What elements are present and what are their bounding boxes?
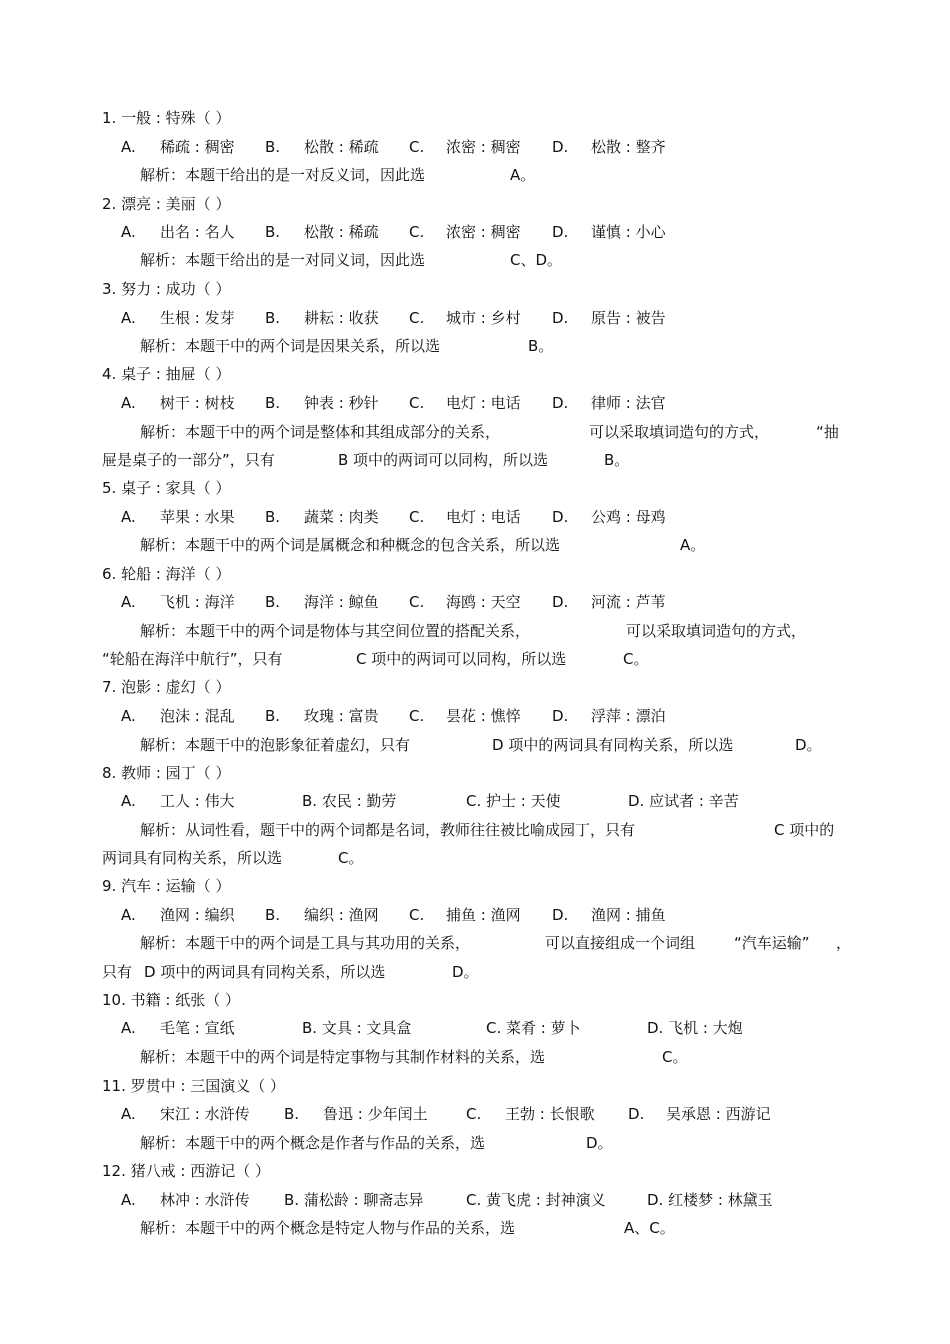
option-letter: D. — [628, 1105, 645, 1123]
option-letter: A. — [121, 394, 136, 412]
analysis-text: D 项中的两词具有同构关系，所以选 — [492, 736, 734, 754]
option-letter: C. — [409, 593, 425, 611]
option-text: 公鸡 : 母鸡 — [591, 508, 666, 526]
option-text: 王勃 : 长恨歌 — [505, 1105, 595, 1123]
analysis-text: 解析：本题干中的两个概念是作者与作品的关系，选 — [140, 1134, 486, 1152]
option-text: 电灯 : 电话 — [446, 508, 521, 526]
question-stem: 10. 书籍 : 纸张（ ） — [102, 991, 240, 1009]
option-letter: B. — [265, 508, 281, 526]
option-letter: D. — [552, 508, 569, 526]
option-text: 毛笔 : 宣纸 — [160, 1019, 235, 1037]
option-text: 出名 : 名人 — [160, 223, 235, 241]
analysis-answer: C。 — [338, 849, 364, 867]
question-stem: 5. 桌子 : 家具（ ） — [102, 479, 231, 497]
option-letter: A. — [121, 223, 136, 241]
analysis-answer: A。 — [510, 166, 536, 184]
option-letter: B. — [265, 906, 281, 924]
option-text: 电灯 : 电话 — [446, 394, 521, 412]
analysis-text: 解析：从词性看，题干中的两个词都是名词，教师往往被比喻成园丁，只有 — [140, 821, 636, 839]
option-text: D. 飞机 : 大炮 — [647, 1019, 743, 1037]
option-text: C. 护士 : 天使 — [466, 792, 561, 810]
option-text: 松散 : 稀疏 — [304, 138, 379, 156]
analysis-text: 解析：本题干给出的是一对同义词，因此选 — [140, 251, 426, 269]
option-text: 海洋 : 鲸鱼 — [304, 593, 379, 611]
option-letter: D. — [552, 394, 569, 412]
analysis-text: 解析：本题干给出的是一对反义词，因此选 — [140, 166, 426, 184]
question-stem: 1. 一般 : 特殊（ ） — [102, 109, 231, 127]
analysis-text: “轮船在海洋中航行”，只有 — [102, 650, 283, 668]
analysis-text: 解析：本题干中的两个词是特定事物与其制作材料的关系，选 — [140, 1048, 546, 1066]
analysis-text: 屉是桌子的一部分”，只有 — [102, 451, 275, 469]
option-text: 浓密 : 稠密 — [446, 138, 521, 156]
option-text: 编织 : 渔网 — [304, 906, 379, 924]
option-letter: A. — [121, 138, 136, 156]
analysis-answer: C。 — [623, 650, 649, 668]
analysis-text: “抽 — [816, 423, 839, 441]
analysis-answer: B。 — [528, 337, 554, 355]
question-stem: 7. 泡影 : 虚幻（ ） — [102, 678, 231, 696]
option-text: 玫瑰 : 富贵 — [304, 707, 379, 725]
question-stem: 6. 轮船 : 海洋（ ） — [102, 565, 231, 583]
option-text: 浓密 : 稠密 — [446, 223, 521, 241]
analysis-text: ， — [836, 934, 852, 952]
option-text: C. 菜肴 : 萝卜 — [486, 1019, 581, 1037]
option-letter: D. — [552, 593, 569, 611]
option-text: 飞机 : 海洋 — [160, 593, 235, 611]
question-stem: 2. 漂亮 : 美丽（ ） — [102, 195, 231, 213]
option-letter: C. — [409, 138, 425, 156]
option-text: 树干 : 树枝 — [160, 394, 235, 412]
option-letter: A. — [121, 508, 136, 526]
analysis-text: 可以采取填词造句的方式， — [589, 423, 770, 441]
option-text: 工人 : 伟大 — [160, 792, 235, 810]
analysis-text: 只有 — [102, 963, 133, 981]
question-stem: 8. 教师 : 园丁（ ） — [102, 764, 231, 782]
option-text: 昙花 : 憔悴 — [446, 707, 521, 725]
option-text: D. 应试者 : 辛苦 — [628, 792, 739, 810]
option-text: 松散 : 整齐 — [591, 138, 666, 156]
option-letter: A. — [121, 792, 136, 810]
option-text: 渔网 : 编织 — [160, 906, 235, 924]
option-text: 稀疏 : 稠密 — [160, 138, 235, 156]
analysis-answer: C、D。 — [510, 251, 563, 269]
question-stem: 3. 努力 : 成功（ ） — [102, 280, 231, 298]
option-letter: D. — [552, 138, 569, 156]
option-text: 律师 : 法官 — [591, 394, 666, 412]
option-letter: D. — [552, 223, 569, 241]
analysis-text: “汽车运输” — [734, 934, 810, 952]
option-text: B. 农民 : 勤劳 — [302, 792, 397, 810]
option-text: 谨慎 : 小心 — [591, 223, 666, 241]
analysis-text: 解析：本题干中的两个词是工具与其功用的关系， — [140, 934, 471, 952]
option-letter: A. — [121, 1191, 136, 1209]
analysis-text: C 项中的 — [774, 821, 835, 839]
analysis-text: 解析：本题干中的两个概念是特定人物与作品的关系，选 — [140, 1219, 516, 1237]
analysis-answer: C。 — [662, 1048, 688, 1066]
option-text: 宋江 : 水浒传 — [160, 1105, 250, 1123]
option-text: 鲁迅 : 少年闰土 — [323, 1105, 428, 1123]
option-text: 松散 : 稀疏 — [304, 223, 379, 241]
option-text: 钟表 : 秒针 — [304, 394, 379, 412]
analysis-text: 解析：本题干中的两个词是因果关系，所以选 — [140, 337, 441, 355]
option-text: B. 蒲松龄 : 聊斋志异 — [284, 1191, 424, 1209]
option-letter: D. — [552, 707, 569, 725]
option-letter: A. — [121, 309, 136, 327]
analysis-answer: D。 — [586, 1134, 613, 1152]
option-text: D. 红楼梦 : 林黛玉 — [647, 1191, 773, 1209]
option-letter: A. — [121, 1019, 136, 1037]
option-letter: A. — [121, 707, 136, 725]
option-text: 原告 : 被告 — [591, 309, 666, 327]
option-text: 泡沫 : 混乱 — [160, 707, 235, 725]
analysis-text: C 项中的两词可以同构，所以选 — [356, 650, 567, 668]
option-letter: C. — [409, 508, 425, 526]
analysis-answer: B。 — [604, 451, 630, 469]
option-letter: C. — [409, 707, 425, 725]
analysis-answer: D。 — [452, 963, 479, 981]
analysis-answer: A。 — [680, 536, 706, 554]
option-letter: D. — [552, 906, 569, 924]
option-text: 耕耘 : 收获 — [304, 309, 379, 327]
option-letter: B. — [265, 138, 281, 156]
option-letter: A. — [121, 1105, 136, 1123]
analysis-text: 可以采取填词造句的方式， — [626, 622, 807, 640]
option-letter: B. — [265, 394, 281, 412]
option-text: 浮萍 : 漂泊 — [591, 707, 666, 725]
analysis-text: 解析：本题干中的两个词是整体和其组成部分的关系， — [140, 423, 501, 441]
option-letter: D. — [552, 309, 569, 327]
analysis-text: B 项中的两词可以同构，所以选 — [338, 451, 549, 469]
question-stem: 12. 猪八戒 : 西游记（ ） — [102, 1162, 270, 1180]
option-letter: C. — [409, 223, 425, 241]
question-stem: 11. 罗贯中 : 三国演义（ ） — [102, 1077, 285, 1095]
analysis-answer: D。 — [795, 736, 822, 754]
analysis-text: 解析：本题干中的两个词是属概念和种概念的包含关系，所以选 — [140, 536, 561, 554]
analysis-answer: A、C。 — [624, 1219, 675, 1237]
option-letter: B. — [265, 309, 281, 327]
analysis-text: 解析：本题干中的泡影象征着虚幻，只有 — [140, 736, 411, 754]
option-letter: B. — [265, 707, 281, 725]
option-letter: C. — [466, 1105, 482, 1123]
option-text: 河流 : 芦苇 — [591, 593, 666, 611]
option-text: 蔬菜 : 肉类 — [304, 508, 379, 526]
option-letter: B. — [265, 593, 281, 611]
option-text: C. 黄飞虎 : 封神演义 — [466, 1191, 606, 1209]
option-text: 城市 : 乡村 — [446, 309, 521, 327]
question-stem: 9. 汽车 : 运输（ ） — [102, 877, 231, 895]
analysis-text: 可以直接组成一个词组 — [545, 934, 696, 952]
option-letter: B. — [284, 1105, 300, 1123]
analysis-text: 两词具有同构关系，所以选 — [102, 849, 283, 867]
option-letter: C. — [409, 309, 425, 327]
analysis-text: 解析：本题干中的两个词是物体与其空间位置的搭配关系， — [140, 622, 531, 640]
option-letter: C. — [409, 394, 425, 412]
option-text: 捕鱼 : 渔网 — [446, 906, 521, 924]
option-text: 海鸥 : 天空 — [446, 593, 521, 611]
option-letter: A. — [121, 906, 136, 924]
option-letter: A. — [121, 593, 136, 611]
option-text: 生根 : 发芽 — [160, 309, 235, 327]
option-text: 渔网 : 捕鱼 — [591, 906, 666, 924]
analysis-text: D 项中的两词具有同构关系，所以选 — [144, 963, 386, 981]
option-text: 林冲 : 水浒传 — [160, 1191, 250, 1209]
option-text: B. 文具 : 文具盒 — [302, 1019, 412, 1037]
option-letter: B. — [265, 223, 281, 241]
question-stem: 4. 桌子 : 抽屉（ ） — [102, 365, 231, 383]
option-text: 苹果 : 水果 — [160, 508, 235, 526]
option-letter: C. — [409, 906, 425, 924]
option-text: 吴承恩 : 西游记 — [666, 1105, 771, 1123]
